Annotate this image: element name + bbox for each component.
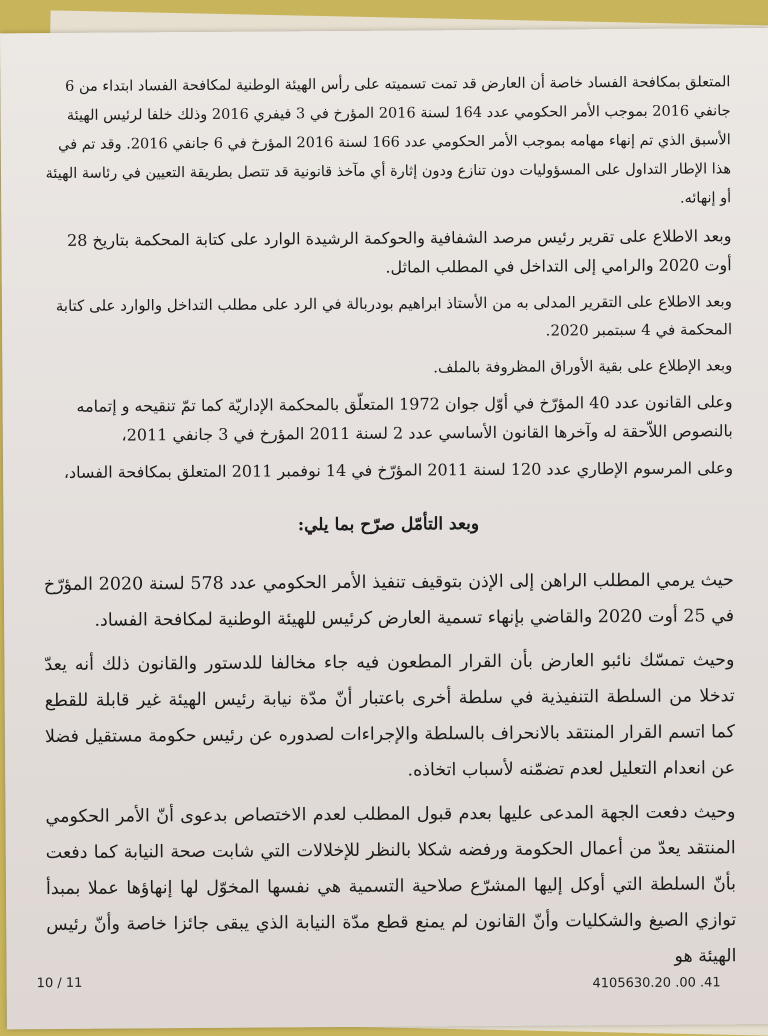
document-reference: 4105630.20 .00 .41 [592, 975, 721, 992]
text-column [40, 68, 736, 979]
paragraph-lawyer-report: وبعد الاطلاع على التقرير المدلى به من الأستاذ ابراهيم بودربالة في الرد على مطلب التداخل والوارد على كتابة المحكمة في 4 سبتمبر 2020. [55, 292, 733, 340]
paragraph-law-40-1972: وعلى القانون عدد 40 المؤرّخ في أوّل جوان 1972 المتعلّق بالمحكمة الإداريّة كما تمّ تنقيحه و إتمامه بالنصوص اللاّحقة له وآخرها القانون الأساسي عدد 2 لسنة 2011 المؤرخ في 3 جانفي 2011، [76, 392, 733, 445]
paragraph-defendant-arguments: وحيث دفعت الجهة المدعى عليها بعدم قبول المطلب لعدم الاختصاص بدعوى أنّ الأمر الحكومي المنتقد يعدّ من أعمال الحكومة ورفضه شكلا بالنظر للإخلالات التي شابت صحة النيابة كما دفعت بأنّ السلطة التي أوكل إليها المشرّع صلاحية التسمية هي نفسها المخوّل لها إنهاؤها عملا بمبدأ توازي الصيغ والشكليات وأنّ القانون لم يمنع قطع مدّة النيابة الذي يبقى جائزا خاصة وأنّ رئيس الهيئة هو [45, 802, 737, 967]
paragraph-request-subject: حيث يرمي المطلب الراهن إلى الإذن بتوقيف تنفيذ الأمر الحكومي عدد 578 لسنة 2020 المؤرّخ في 25 أوت 2020 والقاضي بإنهاء تسمية العارض كرئيس للهيئة الوطنية لمكافحة الفساد. [43, 570, 735, 631]
paragraph-plaintiff-arguments: وحيث تمسّك نائبو العارض بأن القرار المطعون فيه جاء مخالفا للدستور والقانون ذلك أنه يعدّ تدخلا من السلطة التنفيذية في سلطة أخرى باعتبار أنّ مدّة نيابة رئيس الهيئة غير قابلة للقطع كما اتسم القرار المنتقد بالانحراف بالسلطة والإجراءات لصدوره عن رئيس حكومة مستقيل فضلا عن انعدام التعليل لعدم تضمّنه لأسباب اتخاذه. [44, 650, 736, 781]
paragraph-file-documents: وبعد الإطلاع على بقية الأوراق المظروفة بالملف. [433, 356, 733, 377]
paragraph-observatory-report: وبعد الاطلاع على تقرير رئيس مرصد الشفافية والحوكمة الرشيدة الوارد على كتابة المحكمة بتاريخ 28 أوت 2020 والرامي إلى التداخل في المطلب الماثل. [67, 226, 732, 277]
paragraph-decree-120-2011: وعلى المرسوم الإطاري عدد 120 لسنة 2011 المؤرّخ في 14 نوفمبر 2011 المتعلق بمكافحة الفساد، [63, 458, 734, 482]
page-number: 10 / 11 [36, 975, 83, 992]
document-page [0, 28, 768, 1029]
deliberation-heading: وبعد التأمّل صرّح بما يلي: [297, 514, 480, 536]
paragraph-appointment-history: المتعلق بمكافحة الفساد خاصة أن العارض قد تمت تسميته على رأس الهيئة الوطنية لمكافحة الفساد ابتداء من 6 جانفي 2016 بموجب الأمر الحكومي عدد 164 لسنة 2016 المؤرخ في 3 فيفري 2016 وذلك خلفا لرئيس الهيئة الأسبق الذي تم إنهاء مهامه بموجب الأمر الحكومي عدد 166 لسنة 2016 المؤرخ في 6 جانفي 2016. وقد تم في هذا الإطار التداول على المسؤوليات دون تنازع ودون إثارة أي مآخذ قانونية قد تتصل بطريقة التعيين في رئاسة الهيئة أو إنهائه. [45, 74, 732, 207]
